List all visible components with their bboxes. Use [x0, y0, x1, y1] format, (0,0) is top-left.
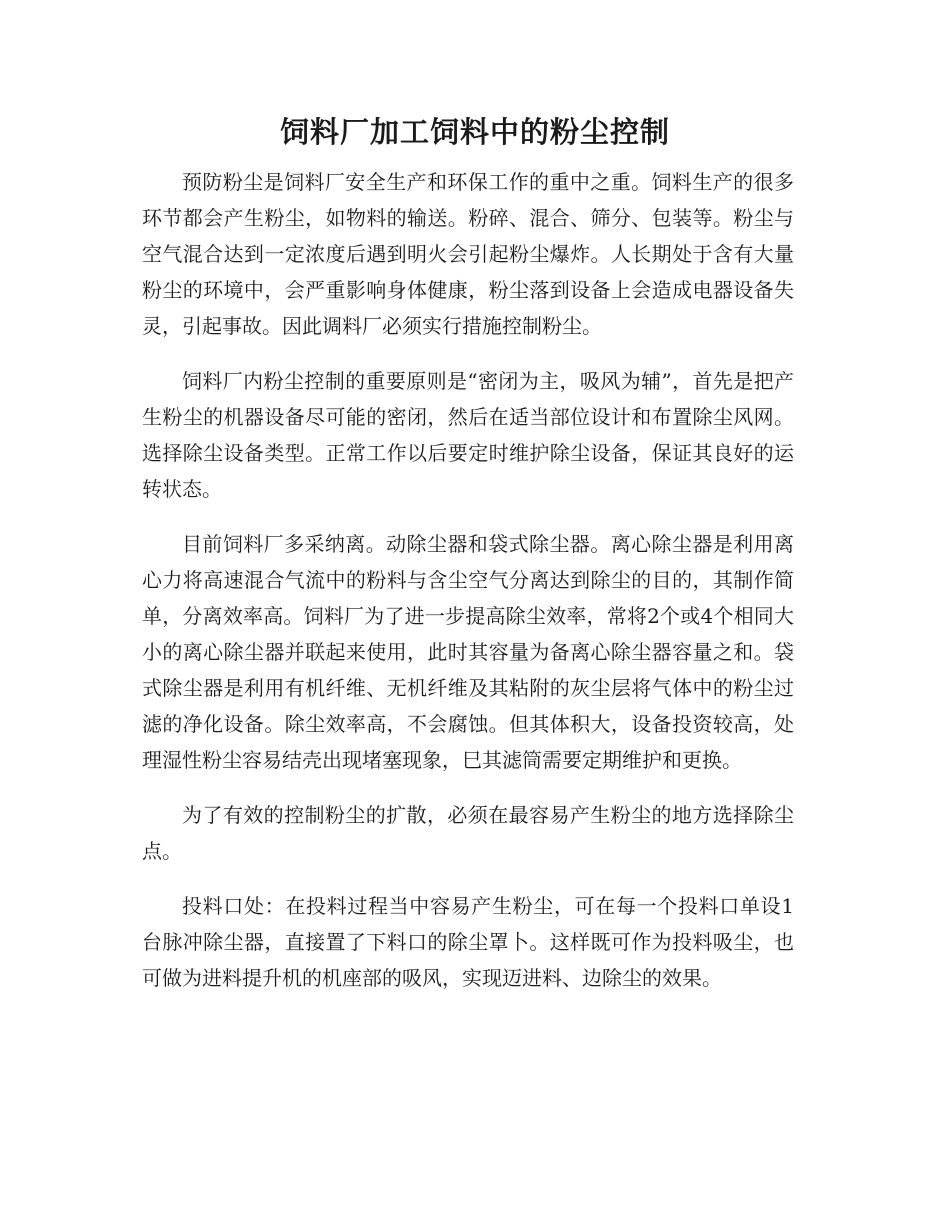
document-title: 饲料厂加工饲料中的粉尘控制: [279, 115, 670, 149]
document-body: [142, 164, 794, 1015]
paragraph-2: 饲料厂内粉尘控制的重要原则是“密闭为主，吸风为辅”，首先是把产生粉尘的机器设备尽可能的密闭，然后在适当部位设计和布置除尘风网。选择除尘设备类型。正常工作以后要定时维护除尘设备，保证其良好的运转状态。: [142, 369, 794, 501]
paragraph-3: 目前饲料厂多采纳离。动除尘器和袋式除尘器。离心除尘器是利用离心力将高速混合气流中的粉料与含尘空气分离达到除尘的目的，其制作简单，分离效率高。饲料厂为了进一步提高除尘效率，常将2个或4个相同大小的离心除尘器并联起来使用，此时其容量为备离心除尘器容量之和。袋式除尘器是利用有机纤维、无机纤维及其粘附的灰尘层将气体中的粉尘过滤的净化设备。除尘效率高，不会腐蚀。但其体积大，设备投资较高，处理湿性粉尘容易结壳出现堵塞现象，巳其滤筒需要定期维护和更换。: [142, 532, 794, 772]
paragraph-5: 投料口处：在投料过程当中容易产生粉尘，可在每一个投料口单设1台脉冲除尘器，直接置了下料口的除尘罩卜。这样既可作为投料吸尘，也可做为进料提升机的机座部的吸风，实现迈进料、边除尘的效果。: [142, 894, 794, 990]
paragraph-4: 为了有效的控制粉尘的扩散，必须在最容易产生粉尘的地方选择除尘点。: [142, 803, 794, 863]
paragraph-1: 预防粉尘是饲料厂安全生产和环保工作的重中之重。饲料生产的很多环节都会产生粉尘，如物料的输送。粉碎、混合、筛分、包装等。粉尘与空气混合达到一定浓度后遇到明火会引起粉尘爆炸。人长期处于含有大量粉尘的环境中，会严重影响身体健康，粉尘落到设备上会造成电器设备失灵，引起事故。因此调料厂必须实行措施控制粉尘。: [142, 170, 794, 338]
